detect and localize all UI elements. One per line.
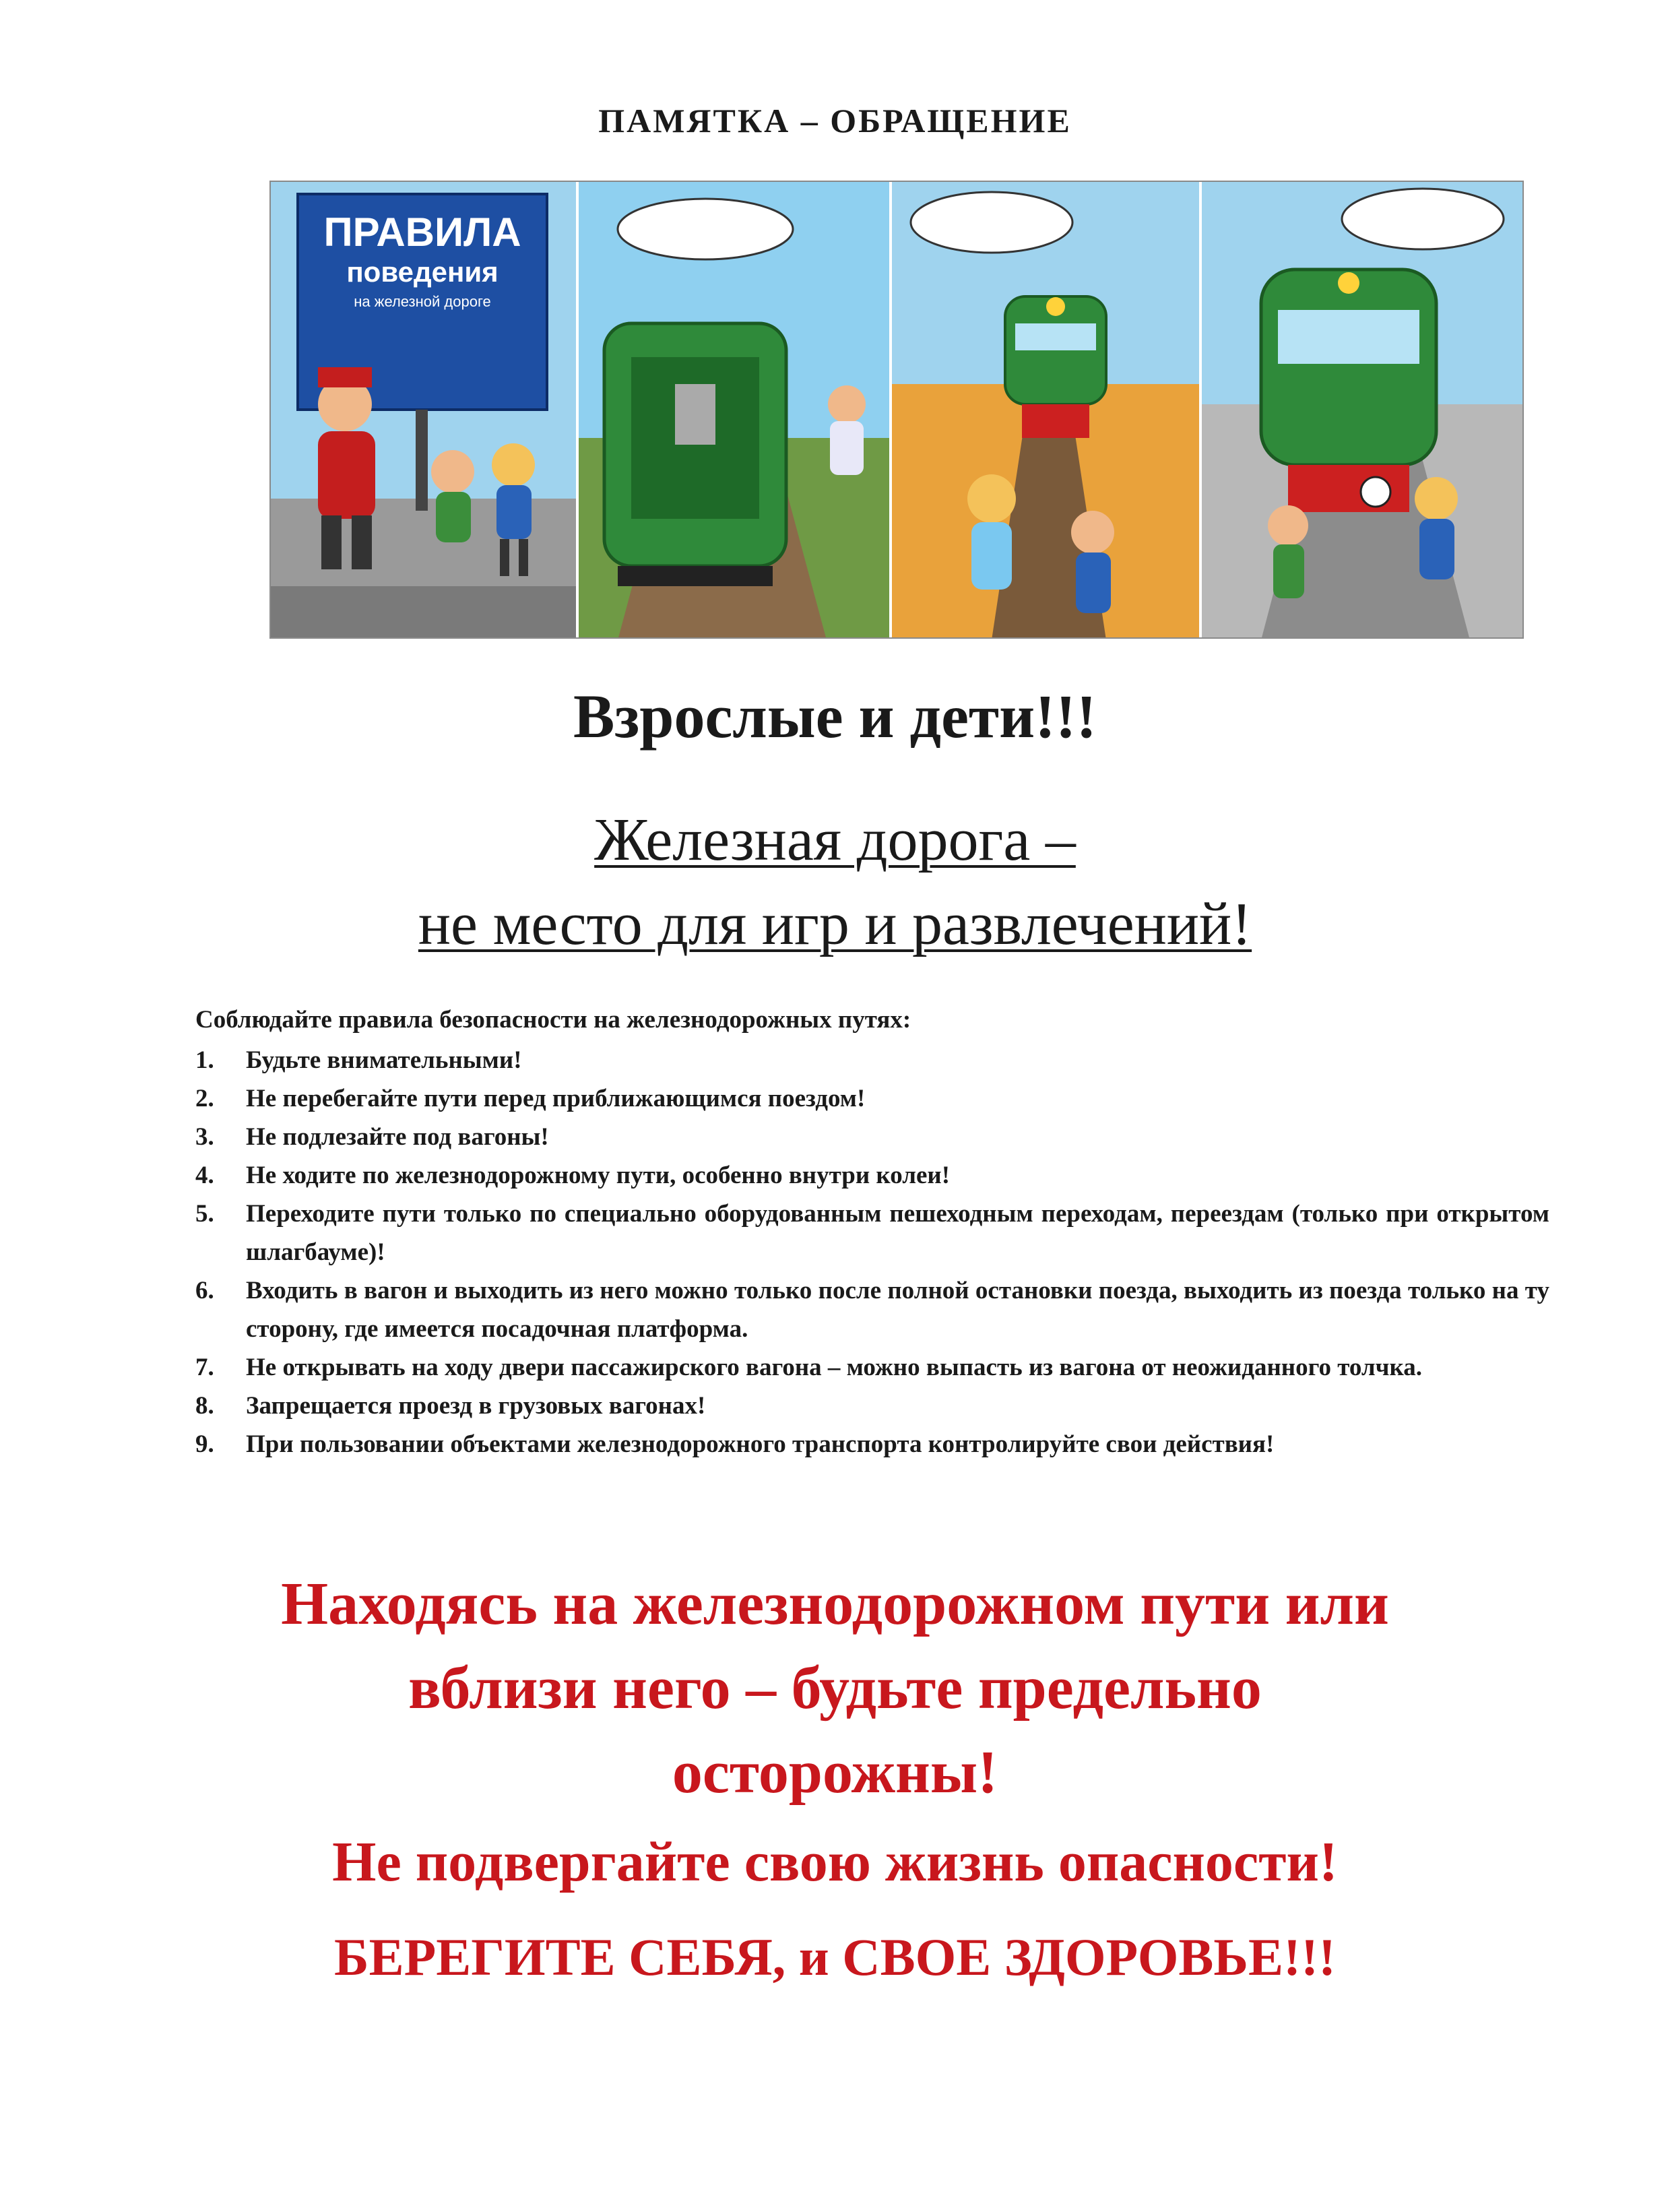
- rule-number: 7.: [195, 1354, 214, 1381]
- speech-bubble: [618, 199, 793, 259]
- rule-item: [195, 1118, 1549, 1156]
- rule-item: [195, 1079, 1549, 1118]
- subheading-line-2: не место для игр и развлечений!: [418, 891, 1252, 957]
- rule-number: 4.: [195, 1162, 214, 1189]
- illustration-banner: [269, 181, 1524, 639]
- locomotive-close: [1261, 270, 1436, 465]
- ball-icon: [1361, 477, 1390, 507]
- rule-number: 6.: [195, 1277, 214, 1304]
- rule-item: [195, 1156, 1549, 1195]
- rule-text: Будьте внимательными!: [246, 1046, 522, 1074]
- rule-text: Переходите пути только по специально оборудованным пешеходным переходам, переездам (только при открытом шлагбауме)!: [246, 1200, 1549, 1266]
- railway-comic-illustration: [271, 182, 1524, 639]
- comic-panel-2: [577, 182, 891, 639]
- speech-bubble: [911, 192, 1072, 253]
- document-title: ПАМЯТКА – ОБРАЩЕНИЕ: [598, 102, 1072, 139]
- rule-number: 1.: [195, 1046, 214, 1074]
- rule-item: [195, 1425, 1549, 1463]
- rule-text: Не ходите по железнодорожному пути, особенно внутри колеи!: [246, 1162, 951, 1189]
- rule-text: Не подлезайте под вагоны!: [246, 1123, 549, 1151]
- comic-panel-4: [1200, 182, 1524, 639]
- rule-text: Запрещается проезд в грузовых вагонах!: [246, 1392, 706, 1420]
- rules-intro: Соблюдайте правила безопасности на железнодорожных путях:: [195, 1006, 911, 1034]
- rule-number: 8.: [195, 1392, 214, 1420]
- sign-text-3: на железной дороге: [354, 293, 491, 310]
- rule-number: 3.: [195, 1123, 214, 1151]
- rule-text: Не перебегайте пути перед приближающимся поездом!: [246, 1085, 866, 1112]
- rule-number: 9.: [195, 1430, 214, 1458]
- rule-number: 5.: [195, 1200, 214, 1228]
- comic-panel-1: [271, 182, 577, 639]
- rule-text: Входить в вагон и выходить из него можно только после полной остановки поезда, выходить из поезда только на ту сторону, где имеется посадочная платформа.: [246, 1277, 1549, 1343]
- sign-text-2: поведения: [346, 256, 499, 288]
- speech-bubble: [1342, 189, 1504, 249]
- warning-danger: Не подвергайте свою жизнь опасности!: [332, 1831, 1338, 1893]
- rule-item: [195, 1348, 1549, 1387]
- warning-health: БЕРЕГИТЕ СЕБЯ, и СВОЕ ЗДОРОВЬЕ!!!: [334, 1928, 1336, 1986]
- rule-text: При пользовании объектами железнодорожного транспорта контролируйте свои действия!: [246, 1430, 1275, 1458]
- main-heading: Взрослые и дети!!!: [573, 682, 1097, 751]
- rule-item: [195, 1387, 1549, 1425]
- safety-rules-list: [195, 1041, 1549, 1463]
- warning-block: [0, 1562, 1670, 1814]
- warning-line-2: вблизи него – будьте предельно: [408, 1655, 1262, 1721]
- rule-number: 2.: [195, 1085, 214, 1112]
- rule-text: Не открывать на ходу двери пассажирского вагона – можно выпасть из вагона от неожиданного толчка.: [246, 1354, 1423, 1381]
- subheading-line-1: Железная дорога –: [594, 807, 1076, 873]
- warning-line-1: Находясь на железнодорожном пути или: [281, 1571, 1389, 1637]
- rule-item: [195, 1195, 1549, 1271]
- comic-panel-3: [891, 182, 1200, 639]
- warning-line-3: осторожны!: [672, 1739, 998, 1806]
- sign-text-1: ПРАВИЛА: [323, 210, 521, 255]
- rule-item: [195, 1271, 1549, 1348]
- rule-item: [195, 1041, 1549, 1079]
